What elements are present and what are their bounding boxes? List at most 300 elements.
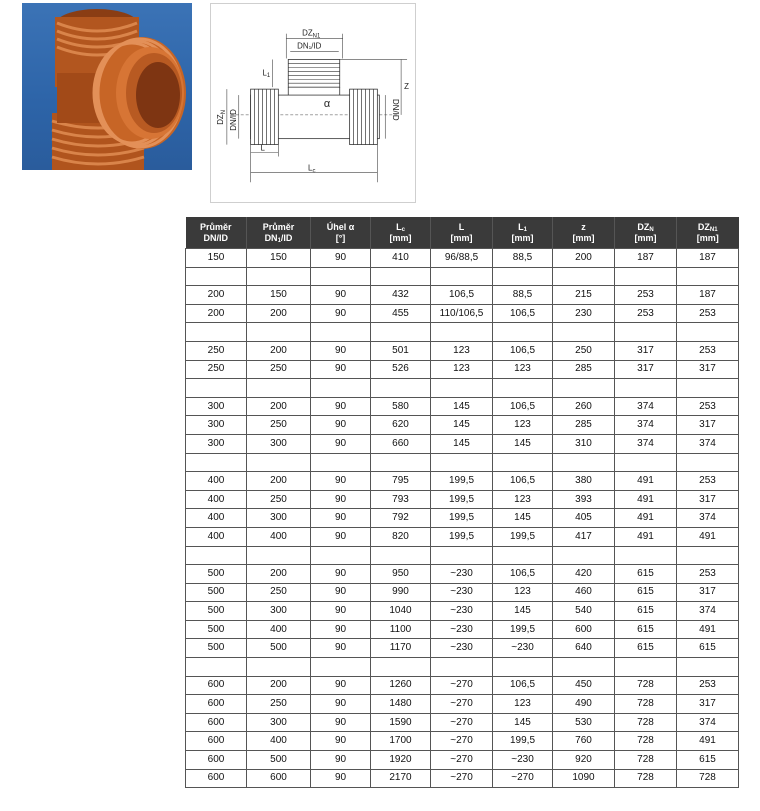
empty-cell xyxy=(431,658,493,677)
empty-cell xyxy=(371,323,431,342)
empty-cell xyxy=(311,379,371,398)
table-row xyxy=(186,732,739,751)
table-cell: 615 xyxy=(677,751,739,770)
empty-cell xyxy=(431,546,493,565)
table-cell: 200 xyxy=(247,565,311,584)
header-lc: $L_c$ [mm] xyxy=(371,217,431,249)
table-cell: 199,5 xyxy=(493,620,553,639)
table-cell: 1170 xyxy=(371,639,431,658)
table-cell: 455 xyxy=(371,304,431,323)
table-cell: 145 xyxy=(493,602,553,621)
table-cell: ~270 xyxy=(431,751,493,770)
table-cell: 90 xyxy=(311,397,371,416)
table-cell: 374 xyxy=(615,416,677,435)
empty-cell xyxy=(371,546,431,565)
table-cell: 250 xyxy=(247,695,311,714)
table-cell: 600 xyxy=(186,751,247,770)
table-cell: 728 xyxy=(615,713,677,732)
table-row xyxy=(186,565,739,584)
table-cell: 145 xyxy=(493,713,553,732)
table-cell: 90 xyxy=(311,434,371,453)
table-row xyxy=(186,695,739,714)
table-cell: 317 xyxy=(615,341,677,360)
table-cell: 90 xyxy=(311,341,371,360)
table-cell: 199,5 xyxy=(431,472,493,491)
table-cell: 90 xyxy=(311,509,371,528)
table-cell: 253 xyxy=(677,397,739,416)
table-cell: 250 xyxy=(247,583,311,602)
table-cell: 90 xyxy=(311,565,371,584)
table-cell: 88,5 xyxy=(493,286,553,305)
empty-cell xyxy=(677,546,739,565)
table-cell: 820 xyxy=(371,527,431,546)
table-cell: 615 xyxy=(615,565,677,584)
table-cell: 90 xyxy=(311,360,371,379)
table-cell: 500 xyxy=(247,751,311,770)
table-cell: 300 xyxy=(186,434,247,453)
table-cell: ~270 xyxy=(431,769,493,788)
table-cell: 317 xyxy=(615,360,677,379)
table-cell: 300 xyxy=(247,434,311,453)
table-cell: 123 xyxy=(493,360,553,379)
table-cell: 417 xyxy=(553,527,615,546)
empty-cell xyxy=(247,267,311,286)
table-cell: 200 xyxy=(186,286,247,305)
table-cell: 374 xyxy=(615,434,677,453)
table-cell: 640 xyxy=(553,639,615,658)
empty-cell xyxy=(371,267,431,286)
table-cell: 491 xyxy=(677,527,739,546)
table-cell: 90 xyxy=(311,695,371,714)
table-cell: 90 xyxy=(311,286,371,305)
table-cell: ~270 xyxy=(431,713,493,732)
empty-cell xyxy=(311,546,371,565)
header-diameter-dn1: Průměr $DN_1/ID$ xyxy=(247,217,311,249)
dn1-id-label: DN₁/ID xyxy=(297,41,322,51)
table-cell: 253 xyxy=(677,304,739,323)
l-label: L xyxy=(260,143,265,153)
table-cell: 2170 xyxy=(371,769,431,788)
table-row xyxy=(186,527,739,546)
table-cell: 123 xyxy=(431,360,493,379)
empty-cell xyxy=(311,323,371,342)
table-cell: 530 xyxy=(553,713,615,732)
table-cell: 199,5 xyxy=(493,527,553,546)
table-cell: 300 xyxy=(247,509,311,528)
tee-dimension-diagram xyxy=(211,4,415,202)
empty-cell xyxy=(615,379,677,398)
empty-cell xyxy=(431,379,493,398)
table-cell: 253 xyxy=(677,472,739,491)
empty-cell xyxy=(311,453,371,472)
table-cell: 490 xyxy=(553,695,615,714)
table-cell: 199,5 xyxy=(493,732,553,751)
empty-cell xyxy=(493,323,553,342)
table-cell: 615 xyxy=(677,639,739,658)
empty-cell xyxy=(677,453,739,472)
empty-cell xyxy=(247,323,311,342)
empty-cell xyxy=(553,453,615,472)
table-cell: 1920 xyxy=(371,751,431,770)
table-cell: 374 xyxy=(615,397,677,416)
table-cell: 200 xyxy=(247,304,311,323)
z-label: Z xyxy=(404,82,409,92)
table-cell: 380 xyxy=(553,472,615,491)
empty-cell xyxy=(247,546,311,565)
alpha-label: α xyxy=(323,97,331,110)
table-cell: 90 xyxy=(311,769,371,788)
empty-cell xyxy=(186,267,247,286)
table-cell: 400 xyxy=(186,490,247,509)
table-header-row xyxy=(186,217,739,249)
table-cell: 250 xyxy=(247,490,311,509)
table-cell: 374 xyxy=(677,434,739,453)
table-row xyxy=(186,713,739,732)
table-cell: 90 xyxy=(311,527,371,546)
table-cell: 123 xyxy=(493,416,553,435)
table-cell: 250 xyxy=(186,360,247,379)
table-cell: ~230 xyxy=(493,639,553,658)
table-cell: 728 xyxy=(677,769,739,788)
table-cell: 450 xyxy=(553,676,615,695)
table-cell: 432 xyxy=(371,286,431,305)
table-cell: 123 xyxy=(493,695,553,714)
dimensions-table xyxy=(185,217,739,788)
lc-label: $L_c$ xyxy=(308,163,316,175)
empty-cell xyxy=(493,267,553,286)
table-row xyxy=(186,583,739,602)
empty-cell xyxy=(186,379,247,398)
table-cell: 253 xyxy=(615,286,677,305)
table-row xyxy=(186,602,739,621)
table-cell: 90 xyxy=(311,583,371,602)
empty-cell xyxy=(493,546,553,565)
table-row xyxy=(186,286,739,305)
empty-cell xyxy=(615,267,677,286)
spacer-row xyxy=(186,267,739,286)
empty-cell xyxy=(677,267,739,286)
table-cell: 1260 xyxy=(371,676,431,695)
table-cell: 200 xyxy=(247,472,311,491)
table-cell: 90 xyxy=(311,472,371,491)
table-cell: 728 xyxy=(615,695,677,714)
table-row xyxy=(186,249,739,268)
table-cell: 491 xyxy=(615,490,677,509)
table-cell: 500 xyxy=(186,565,247,584)
table-cell: 90 xyxy=(311,713,371,732)
empty-cell xyxy=(431,453,493,472)
table-cell: 230 xyxy=(553,304,615,323)
table-cell: 491 xyxy=(615,527,677,546)
table-cell: 253 xyxy=(677,565,739,584)
table-row xyxy=(186,751,739,770)
table-cell: 728 xyxy=(615,751,677,770)
table-cell: ~270 xyxy=(431,695,493,714)
table-cell: 795 xyxy=(371,472,431,491)
table-cell: 145 xyxy=(493,434,553,453)
table-cell: 106,5 xyxy=(493,397,553,416)
empty-cell xyxy=(247,379,311,398)
table-cell: 600 xyxy=(186,676,247,695)
table-cell: 150 xyxy=(247,286,311,305)
table-cell: 400 xyxy=(186,509,247,528)
table-cell: ~270 xyxy=(431,676,493,695)
table-cell: 110/106,5 xyxy=(431,304,493,323)
table-cell: ~270 xyxy=(431,732,493,751)
header-diameter-dn: Průměr DN/ID xyxy=(186,217,247,249)
table-cell: 106,5 xyxy=(431,286,493,305)
empty-cell xyxy=(553,267,615,286)
table-cell: 491 xyxy=(677,620,739,639)
table-cell: 250 xyxy=(247,360,311,379)
table-cell: 615 xyxy=(615,620,677,639)
empty-cell xyxy=(553,546,615,565)
empty-cell xyxy=(186,453,247,472)
table-cell: 106,5 xyxy=(493,565,553,584)
table-cell: 250 xyxy=(247,416,311,435)
table-cell: 400 xyxy=(247,620,311,639)
empty-cell xyxy=(371,658,431,677)
empty-cell xyxy=(371,453,431,472)
table-cell: ~230 xyxy=(493,751,553,770)
table-cell: 106,5 xyxy=(493,341,553,360)
table-cell: 317 xyxy=(677,583,739,602)
table-cell: 400 xyxy=(247,527,311,546)
table-cell: 200 xyxy=(247,676,311,695)
empty-cell xyxy=(677,323,739,342)
table-cell: 374 xyxy=(677,602,739,621)
table-cell: 1090 xyxy=(553,769,615,788)
table-row xyxy=(186,397,739,416)
table-cell: 615 xyxy=(615,583,677,602)
table-cell: 374 xyxy=(677,713,739,732)
empty-cell xyxy=(615,323,677,342)
empty-cell xyxy=(311,658,371,677)
table-cell: 950 xyxy=(371,565,431,584)
table-cell: 150 xyxy=(186,249,247,268)
table-cell: 1700 xyxy=(371,732,431,751)
spacer-row xyxy=(186,323,739,342)
empty-cell xyxy=(615,453,677,472)
table-cell: 200 xyxy=(186,304,247,323)
table-cell: 199,5 xyxy=(431,527,493,546)
table-row xyxy=(186,676,739,695)
table-cell: 300 xyxy=(247,602,311,621)
table-cell: ~230 xyxy=(431,639,493,658)
table-cell: 500 xyxy=(186,639,247,658)
table-cell: 88,5 xyxy=(493,249,553,268)
table-cell: 253 xyxy=(677,676,739,695)
table-cell: 187 xyxy=(615,249,677,268)
table-cell: 123 xyxy=(493,583,553,602)
table-cell: 600 xyxy=(553,620,615,639)
table-row xyxy=(186,620,739,639)
table-cell: 501 xyxy=(371,341,431,360)
table-cell: 600 xyxy=(186,769,247,788)
table-cell: 405 xyxy=(553,509,615,528)
table-cell: 600 xyxy=(186,695,247,714)
table-cell: 310 xyxy=(553,434,615,453)
table-cell: 200 xyxy=(553,249,615,268)
header-dzn1: $DZ_{N1}$ [mm] xyxy=(677,217,739,249)
product-photo xyxy=(22,3,192,170)
table-cell: 615 xyxy=(615,602,677,621)
table-cell: ~230 xyxy=(431,602,493,621)
table-cell: 215 xyxy=(553,286,615,305)
empty-cell xyxy=(247,453,311,472)
table-cell: 106,5 xyxy=(493,472,553,491)
header-l1: $L_1$ [mm] xyxy=(493,217,553,249)
table-cell: 90 xyxy=(311,620,371,639)
table-cell: 285 xyxy=(553,360,615,379)
table-cell: 400 xyxy=(186,527,247,546)
dz-n1-label: $DZ_{N1}$ xyxy=(302,28,321,40)
table-cell: 90 xyxy=(311,490,371,509)
spacer-row xyxy=(186,658,739,677)
table-cell: 500 xyxy=(186,602,247,621)
dn-id-right-label: DN/ID xyxy=(391,99,401,121)
tee-fitting-image xyxy=(22,3,192,170)
table-row xyxy=(186,360,739,379)
table-cell: 600 xyxy=(186,732,247,751)
table-cell: 199,5 xyxy=(431,509,493,528)
table-cell: ~270 xyxy=(493,769,553,788)
table-cell: 90 xyxy=(311,416,371,435)
table-cell: 187 xyxy=(677,249,739,268)
empty-cell xyxy=(186,323,247,342)
table-cell: 1100 xyxy=(371,620,431,639)
table-cell: 90 xyxy=(311,751,371,770)
table-cell: 660 xyxy=(371,434,431,453)
table-cell: 1040 xyxy=(371,602,431,621)
empty-cell xyxy=(677,379,739,398)
table-cell: 620 xyxy=(371,416,431,435)
empty-cell xyxy=(186,658,247,677)
table-cell: 920 xyxy=(553,751,615,770)
table-cell: 123 xyxy=(493,490,553,509)
table-cell: 728 xyxy=(615,732,677,751)
table-row xyxy=(186,341,739,360)
table-cell: 317 xyxy=(677,695,739,714)
table-cell: 760 xyxy=(553,732,615,751)
header-l: L [mm] xyxy=(431,217,493,249)
table-cell: 145 xyxy=(493,509,553,528)
empty-cell xyxy=(553,379,615,398)
table-cell: 145 xyxy=(431,397,493,416)
table-cell: 728 xyxy=(615,676,677,695)
table-cell: 500 xyxy=(186,583,247,602)
empty-cell xyxy=(615,546,677,565)
table-row xyxy=(186,509,739,528)
table-cell: 374 xyxy=(677,509,739,528)
empty-cell xyxy=(493,453,553,472)
table-row xyxy=(186,304,739,323)
table-row xyxy=(186,769,739,788)
table-cell: 90 xyxy=(311,639,371,658)
table-cell: 253 xyxy=(677,341,739,360)
table-cell: 793 xyxy=(371,490,431,509)
table-cell: 145 xyxy=(431,434,493,453)
table-cell: 491 xyxy=(615,509,677,528)
table-cell: 600 xyxy=(186,713,247,732)
empty-cell xyxy=(311,267,371,286)
table-cell: 200 xyxy=(247,341,311,360)
table-cell: 300 xyxy=(186,416,247,435)
table-cell: 317 xyxy=(677,416,739,435)
table-cell: 300 xyxy=(186,397,247,416)
table-cell: 420 xyxy=(553,565,615,584)
empty-cell xyxy=(431,267,493,286)
l1-label: $L_1$ xyxy=(262,68,271,80)
table-cell: 491 xyxy=(677,732,739,751)
table-cell: 500 xyxy=(186,620,247,639)
table-cell: 250 xyxy=(553,341,615,360)
table-cell: 260 xyxy=(553,397,615,416)
table-cell: 285 xyxy=(553,416,615,435)
table-cell: 1590 xyxy=(371,713,431,732)
empty-cell xyxy=(493,658,553,677)
header-angle: Úhel α [°] xyxy=(311,217,371,249)
table-cell: 317 xyxy=(677,490,739,509)
table-cell: 187 xyxy=(677,286,739,305)
table-cell: 145 xyxy=(431,416,493,435)
table-cell: 90 xyxy=(311,732,371,751)
table-cell: ~230 xyxy=(431,583,493,602)
table-cell: 90 xyxy=(311,249,371,268)
table-cell: 600 xyxy=(247,769,311,788)
table-body xyxy=(186,249,739,788)
header-z: z [mm] xyxy=(553,217,615,249)
empty-cell xyxy=(493,379,553,398)
table-cell: 253 xyxy=(615,304,677,323)
dz-n-label: $DZ_N$ xyxy=(215,109,227,125)
spacer-row xyxy=(186,546,739,565)
table-row xyxy=(186,472,739,491)
table-cell: 123 xyxy=(431,341,493,360)
table-cell: 728 xyxy=(615,769,677,788)
table-cell: 90 xyxy=(311,304,371,323)
table-cell: 90 xyxy=(311,676,371,695)
empty-cell xyxy=(247,658,311,677)
table-cell: 150 xyxy=(247,249,311,268)
empty-cell xyxy=(431,323,493,342)
table-cell: 393 xyxy=(553,490,615,509)
table-cell: 317 xyxy=(677,360,739,379)
table-cell: 250 xyxy=(186,341,247,360)
table-cell: 200 xyxy=(247,397,311,416)
table-cell: 106,5 xyxy=(493,304,553,323)
header-dzn: $DZ_N$ [mm] xyxy=(615,217,677,249)
table-cell: 90 xyxy=(311,602,371,621)
table-cell: 580 xyxy=(371,397,431,416)
table-row xyxy=(186,639,739,658)
spacer-row xyxy=(186,379,739,398)
table-cell: 1480 xyxy=(371,695,431,714)
table-row xyxy=(186,416,739,435)
table-cell: 491 xyxy=(615,472,677,491)
table-cell: 615 xyxy=(615,639,677,658)
empty-cell xyxy=(553,323,615,342)
empty-cell xyxy=(371,379,431,398)
empty-cell xyxy=(186,546,247,565)
table-cell: 400 xyxy=(186,472,247,491)
dn-id-left-label: DN/ID xyxy=(228,109,238,131)
technical-drawing xyxy=(210,3,416,203)
empty-cell xyxy=(677,658,739,677)
table-cell: 460 xyxy=(553,583,615,602)
empty-cell xyxy=(615,658,677,677)
table-row xyxy=(186,434,739,453)
